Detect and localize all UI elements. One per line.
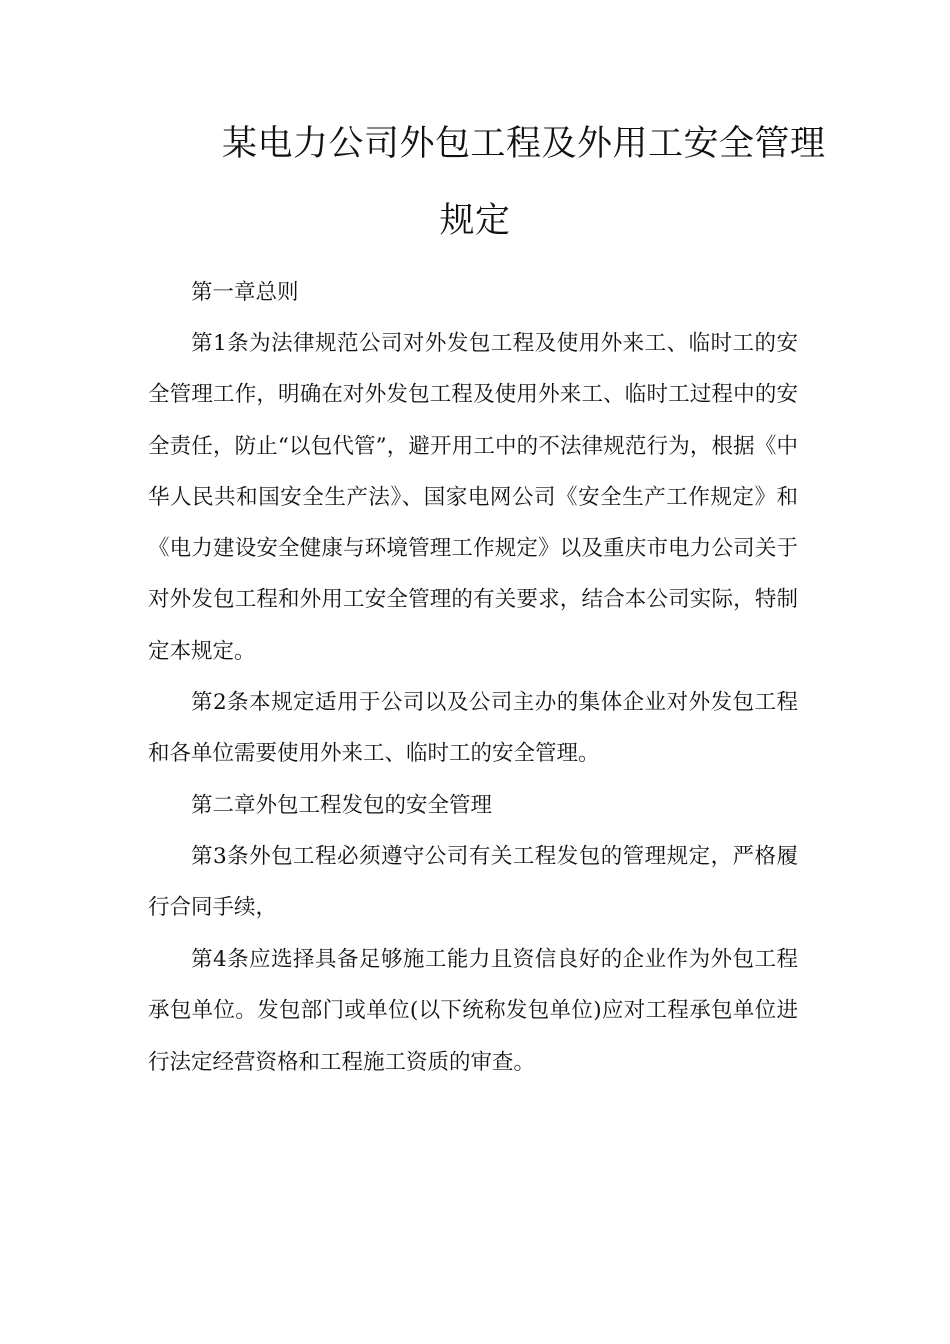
article-2-paragraph: 第2条本规定适用于公司以及公司主办的集体企业对外发包工程和各单位需要使用外来工、临时工的安全管理。	[148, 690, 798, 767]
document-title-line-1: 某电力公司外包工程及外用工安全管理	[222, 124, 826, 164]
document-title-line-2: 规定	[439, 201, 511, 241]
article-1-paragraph: 第1条为法律规范公司对外发包工程及使用外来工、临时工的安全管理工作，明确在对外发包工程及使用外来工、临时工过程中的安全责任，防止“以包代管”，避开用工中的不法律规范行为，根据《中华人民共和国安全生产法》、国家电网公司《安全生产工作规定》和《电力建设安全健康与环境管理工作规定》以及重庆市电力公司关于对外发包工程和外用工安全管理的有关要求，结合本公司实际，特制定本规定。	[148, 331, 798, 664]
article-4-paragraph: 第4条应选择具备足够施工能力且资信良好的企业作为外包工程承包单位。发包部门或单位(以下统称发包单位)应对工程承包单位进行法定经营资格和工程施工资质的审查。	[148, 947, 798, 1075]
chapter-1-heading: 第一章总则	[191, 280, 299, 305]
chapter-2-heading: 第二章外包工程发包的安全管理	[191, 793, 493, 818]
article-3-paragraph: 第3条外包工程必须遵守公司有关工程发包的管理规定，严格履行合同手续，	[148, 844, 798, 921]
